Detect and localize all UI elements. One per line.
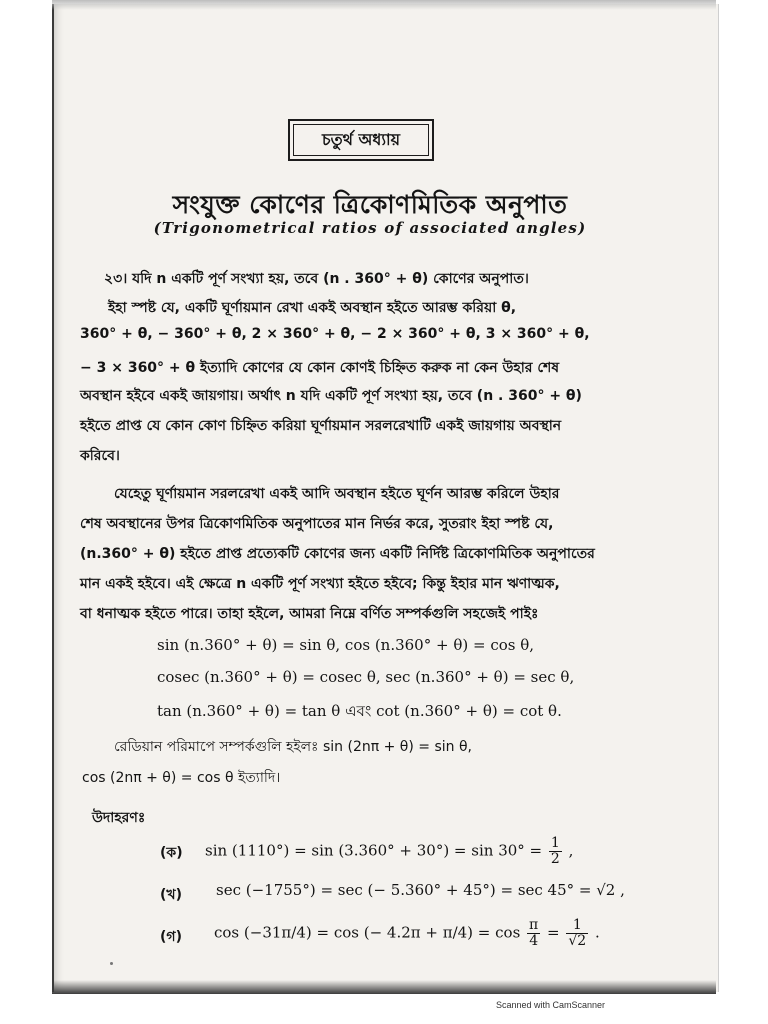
radian-relation-line-2: cos (2nπ + θ) = cos θ ইত্যাদি। bbox=[82, 770, 281, 786]
formula-sin-cos: sin (n.360° + θ) = sin θ, cos (n.360° + θ) = cos θ, bbox=[157, 636, 535, 654]
example-c-fraction-1 bbox=[527, 918, 540, 949]
example-c-label: (গ) bbox=[160, 929, 182, 945]
page-bottom-shadow bbox=[52, 980, 716, 994]
para1-line-2: ইহা স্পষ্ট যে, একটি ঘূর্ণায়মান রেখা একই অবস্থান হইতে আরম্ভ করিয়া θ, bbox=[108, 300, 517, 316]
para2-line-3: (n.360° + θ) হইতে প্রাপ্ত প্রত্যেকটি কোণের জন্য একটি নির্দিষ্ট ত্রিকোণমিতিক অনুপাতের bbox=[80, 546, 595, 562]
para1-line-4: − 3 × 360° + θ ইত্যাদি কোণের যে কোন কোণই চিহ্নিত করুক না কেন উহার শেষ bbox=[80, 360, 560, 376]
example-c-fraction-2 bbox=[566, 918, 588, 949]
example-a-frac-den: 2 bbox=[550, 851, 560, 867]
para2-line-5: বা ধনাত্মক হইতে পারে। তাহা হইলে, আমরা নিম্নে বর্ণিত সম্পর্কগুলি সহজেই পাইঃ bbox=[80, 606, 539, 622]
para1-line-3: 360° + θ, − 360° + θ, 2 × 360° + θ, − 2 × 360° + θ, 3 × 360° + θ, bbox=[80, 326, 590, 342]
para2-line-4: মান একই হইবে। এই ক্ষেত্রে n একটি পূর্ণ সংখ্যা হইতে হইবে; কিন্তু ইহার মান ঋণাত্মক, bbox=[80, 576, 560, 592]
example-a-expr: sin (1110°) = sin (3.360° + 30°) = sin 30° = bbox=[205, 841, 543, 860]
example-a-tail: , bbox=[568, 841, 574, 860]
scan-speck bbox=[110, 962, 113, 965]
page-top-shadow bbox=[52, 0, 716, 10]
example-c-frac1-num: π bbox=[529, 917, 539, 933]
example-c-frac1-den: 4 bbox=[529, 933, 539, 949]
chapter-title-english: (Trigonometrical ratios of associated angles) bbox=[153, 219, 587, 237]
example-c bbox=[214, 918, 600, 949]
chapter-title-bengali: সংযুক্ত কোণের ত্রিকোণমিতিক অনুপাত bbox=[172, 190, 568, 219]
examples-heading: উদাহরণঃ bbox=[92, 810, 146, 826]
example-a-frac-num: 1 bbox=[550, 835, 560, 851]
para2-line-2: শেষ অবস্থানের উপর ত্রিকোণমিতিক অনুপাতের মান নির্ভর করে, সুতরাং ইহা স্পষ্ট যে, bbox=[80, 516, 554, 532]
para1-line-5: অবস্থান হইবে একই জায়গায়। অর্থাৎ n যদি একটি পূর্ণ সংখ্যা হয়, তবে (n . 360° + θ) bbox=[80, 388, 582, 404]
para1-line-1: ২৩। যদি n একটি পূর্ণ সংখ্যা হয়, তবে (n . 360° + θ) কোণের অনুপাত। bbox=[104, 271, 529, 287]
example-a bbox=[205, 836, 573, 867]
formula-cosec-sec: cosec (n.360° + θ) = cosec θ, sec (n.360° + θ) = sec θ, bbox=[157, 668, 575, 686]
chapter-heading-box bbox=[288, 119, 434, 161]
example-c-tail: . bbox=[595, 923, 600, 942]
para2-line-1: যেহেতু ঘূর্ণায়মান সরলরেখা একই আদি অবস্থান হইতে ঘূর্ণন আরম্ভ করিলে উহার bbox=[114, 486, 560, 502]
example-b-expr: sec (−1755°) = sec (− 5.360° + 45°) = sec 45° = √2 , bbox=[216, 881, 625, 899]
para1-line-7: করিবে। bbox=[80, 448, 120, 464]
example-a-fraction bbox=[549, 836, 562, 867]
radian-relation-line: রেডিয়ান পরিমাপে সম্পর্কগুলি হইলঃ sin (2nπ + θ) = sin θ, bbox=[114, 739, 472, 755]
example-a-label: (ক) bbox=[160, 845, 183, 861]
chapter-heading: চতুর্থ অধ্যায় bbox=[293, 124, 429, 156]
scanner-footer: Scanned with CamScanner bbox=[496, 1000, 606, 1010]
example-c-frac2-den: √2 bbox=[568, 933, 587, 949]
example-c-frac2-num: 1 bbox=[566, 918, 588, 934]
example-b-label: (খ) bbox=[160, 887, 182, 903]
formula-tan-cot: tan (n.360° + θ) = tan θ এবং cot (n.360° + θ) = cot θ. bbox=[157, 702, 562, 720]
example-c-equals: = bbox=[547, 923, 560, 942]
para1-line-6: হইতে প্রাপ্ত যে কোন কোণ চিহ্নিত করিয়া ঘূর্ণায়মান সরলরেখাটি একই জায়গায় অবস্থান bbox=[80, 418, 562, 434]
example-c-expr: cos (−31π/4) = cos (− 4.2π + π/4) = cos bbox=[214, 923, 521, 942]
